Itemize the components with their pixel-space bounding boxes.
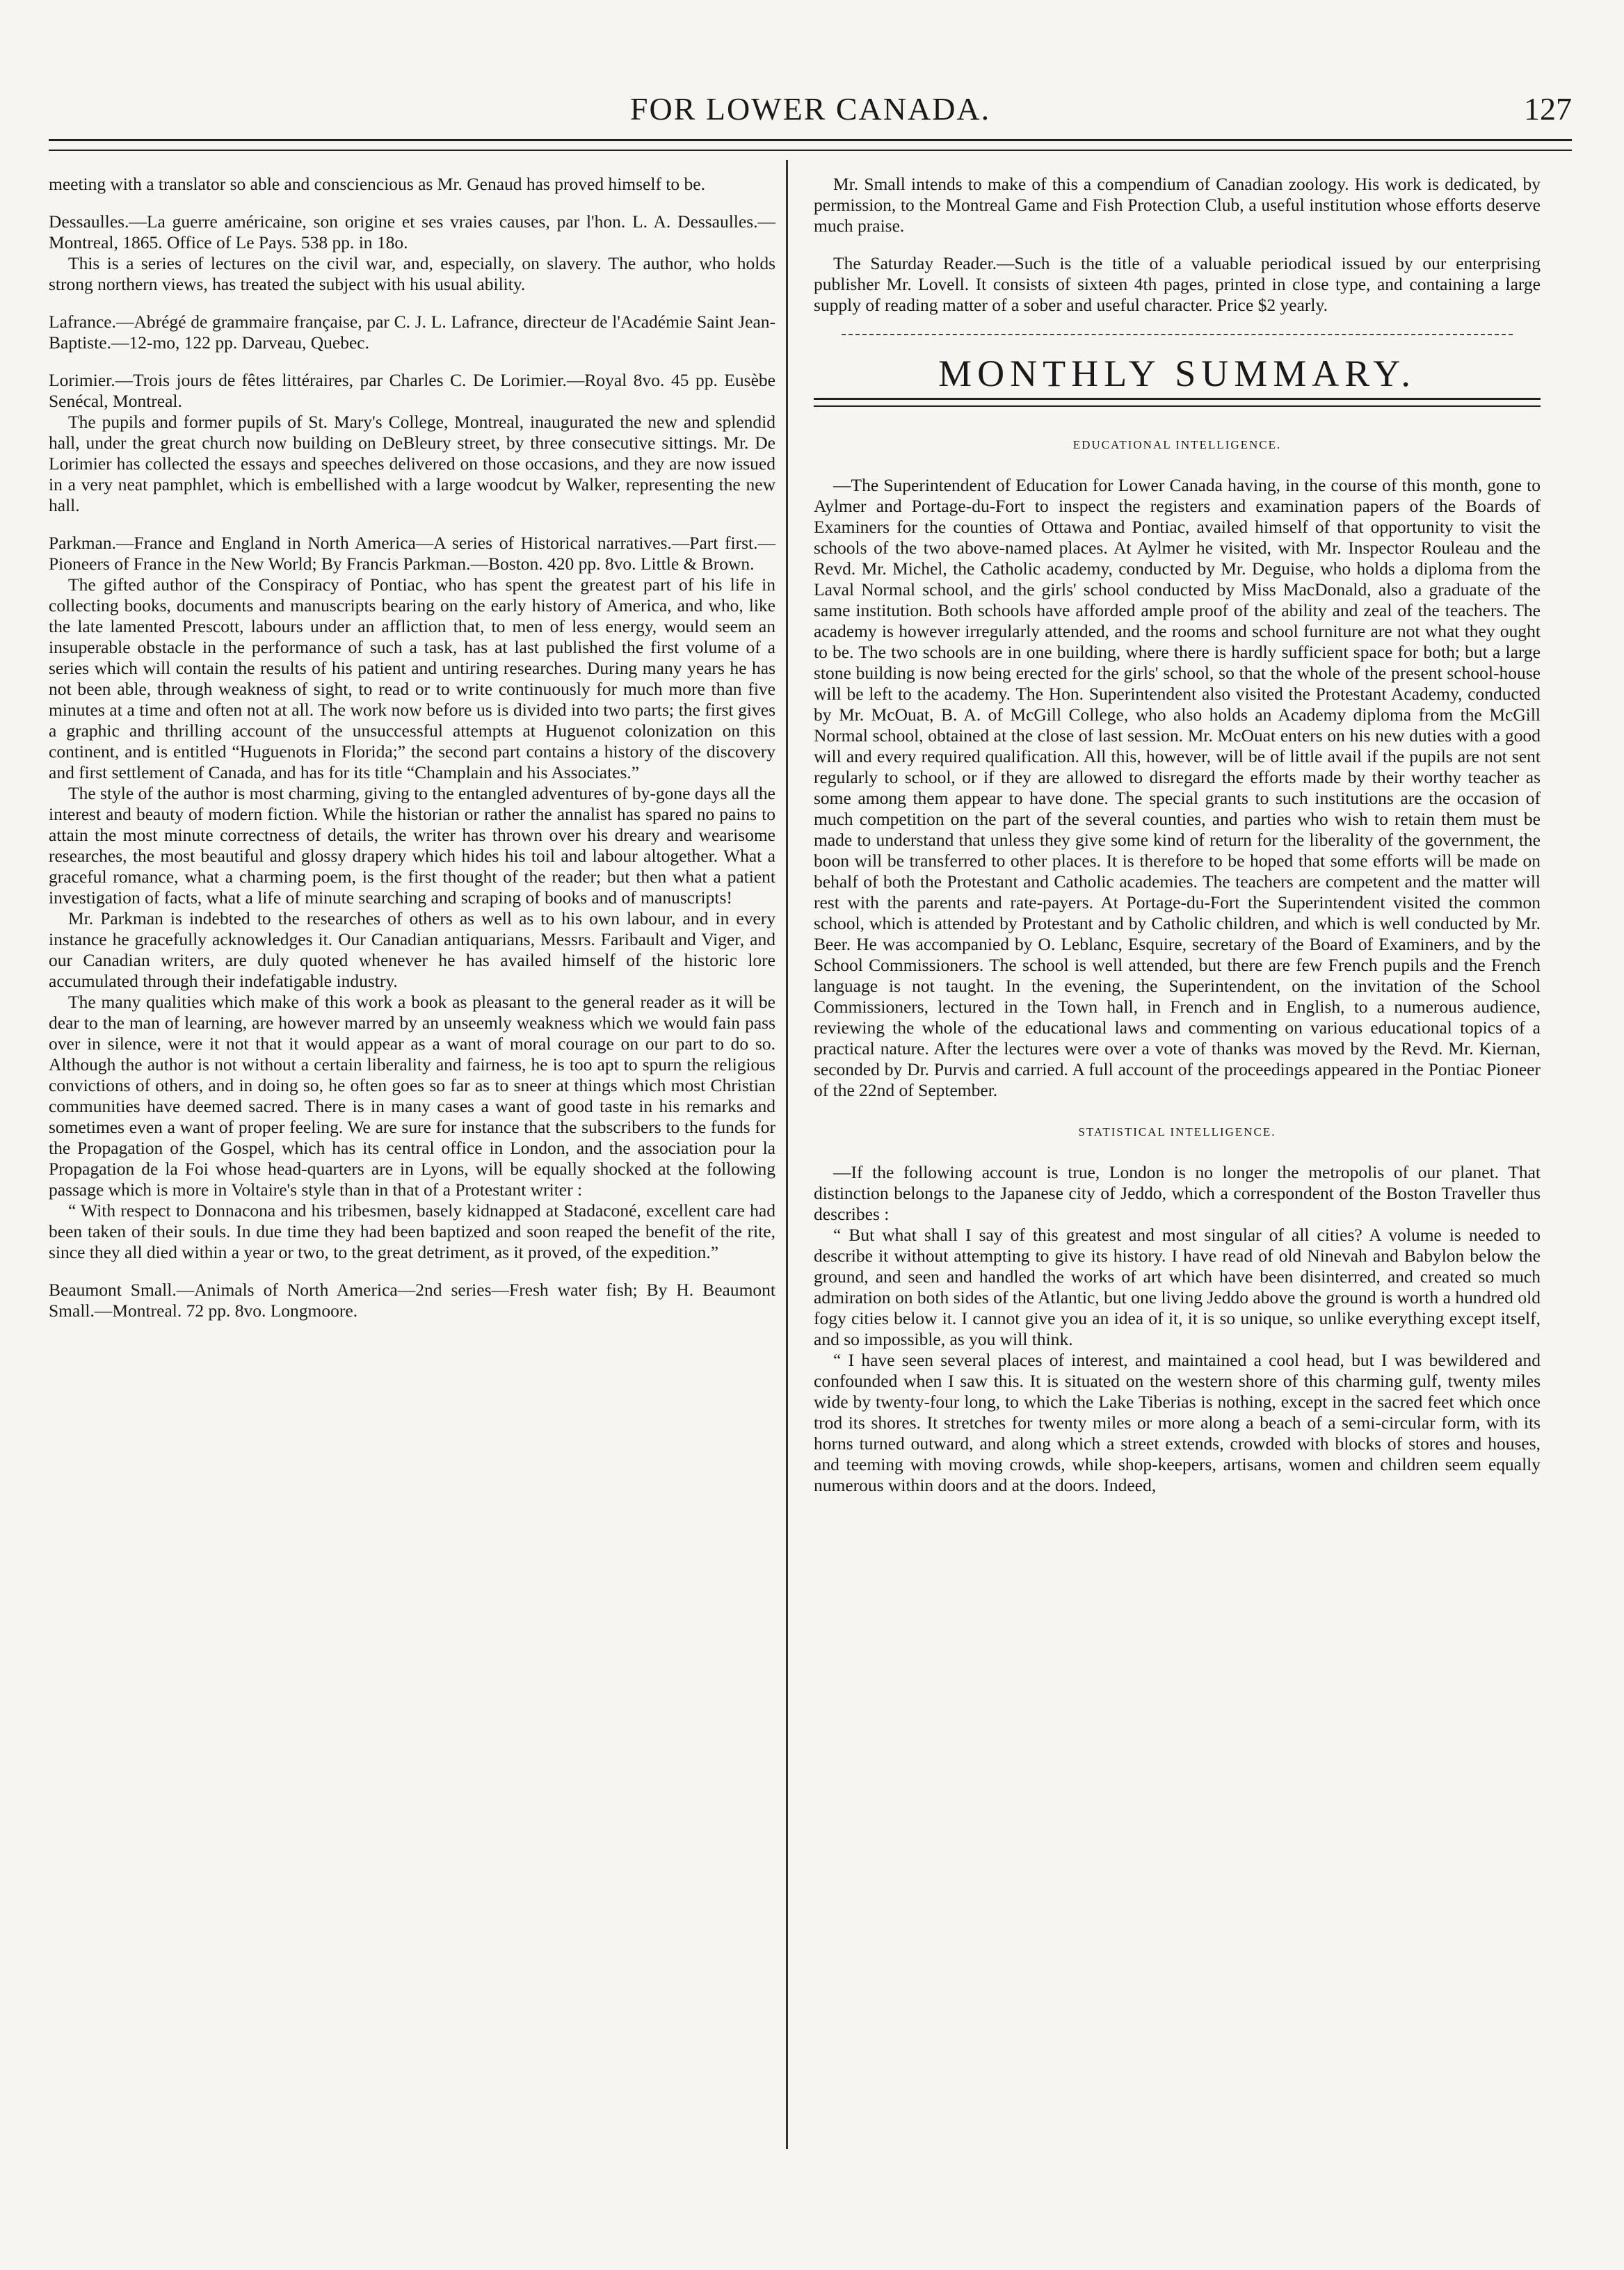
page-header	[49, 82, 1572, 138]
paragraph: The pupils and former pupils of St. Mary's College, Montreal, inaugurated the new and splendid hall, under the great church now building on DeBleury street, by three consecutive sittings. Mr. De Lorimier has collected the essays and speeches delivered on those occasions, and they are now issued in a very neat pamphlet, which is embellished with a large woodcut by Walker, representing the new hall.	[49, 412, 775, 515]
quotation: “ With respect to Donnacona and his tribesmen, basely kidnapped at Stadaconé, excellent care had been taken of their souls. In due time they had been baptized and soon reaped the benefit of the rite, since they all died within a year or two, to the great detriment, as it proved, of the expedition.”	[49, 1200, 775, 1262]
section-title-rule	[814, 398, 1541, 407]
review-entry-lafrance: Lafrance.—Abrégé de grammaire française, par C. J. L. Lafrance, directeur de l'Académie Saint Jean-Baptiste.—12-mo, 122 pp. Darveau, Quebec.	[49, 312, 775, 353]
paragraph: Mr. Small intends to make of this a compendium of Canadian zoology. His work is dedicated, by permission, to the Montreal Game and Fish Protection Club, a useful institution whose efforts deserve much praise.	[814, 174, 1541, 236]
review-entry-saturday-reader: The Saturday Reader.—Such is the title of a valuable periodical issued by our enterprising publisher Mr. Lovell. It consists of sixteen 4th pages, printed in close type, and containing a large supply of reading matter of a sober and useful character. Price $2 yearly.	[814, 253, 1541, 315]
decorative-rule	[842, 334, 1513, 339]
header-rule	[49, 139, 1572, 151]
review-entry-parkman: Parkman.—France and England in North America—A series of Historical narratives.—Part first.—Pioneers of France in the New World; By Francis Parkman.—Boston. 420 pp. 8vo. Little & Brown.	[49, 533, 775, 574]
subheading-educational: EDUCATIONAL INTELLIGENCE.	[1072, 438, 1282, 451]
page-number: 127	[1524, 91, 1572, 127]
quotation: “ But what shall I say of this greatest and most singular of all cities? A volume is needed to describe it without attempting to give its history. I have read of old Ninevah and Babylon below the ground, and seen and handled the works of art which have been disinterred, and created so much admiration on both sides of the Atlantic, but one living Jeddo above the ground is worth a hundred old fogy cities below it. I cannot give you an idea of it, it is so unique, so unlike everything except itself, and so impossible, as you will think.	[814, 1225, 1541, 1349]
paragraph: Mr. Parkman is indebted to the researches of others as well as to his own labour, and in every instance he gracefully acknowledges it. Our Canadian antiquarians, Messrs. Faribault and Viger, and our Canadian writers, are duly quoted whenever he has availed himself of the historic lore accumulated through their indefatigable industry.	[49, 908, 775, 991]
subheading-statistical: STATISTICAL INTELLIGENCE.	[1078, 1125, 1276, 1138]
review-entry-dessaulles: Dessaulles.—La guerre américaine, son origine et ses vraies causes, par l'hon. L. A. Dessaulles.—Montreal, 1865. Office of Le Pays. 538 pp. in 18o.	[49, 211, 775, 252]
section-title: MONTHLY SUMMARY.	[938, 353, 1416, 394]
paragraph: —If the following account is true, London is no longer the metropolis of our planet. That distinction belongs to the Japanese city of Jeddo, which a correspondent of the Boston Traveller thus describes :	[814, 1162, 1541, 1224]
running-head: FOR LOWER CANADA.	[629, 91, 991, 127]
paragraph: This is a series of lectures on the civil war, and, especially, on slavery. The author, who holds strong northern views, has treated the subject with his usual ability.	[49, 253, 775, 294]
right-column	[814, 174, 1541, 1496]
review-entry-lorimier: Lorimier.—Trois jours de fêtes littéraires, par Charles C. De Lorimier.—Royal 8vo. 45 pp. Eusèbe Senécal, Montreal.	[49, 370, 775, 411]
left-column	[49, 174, 775, 1321]
column-divider	[786, 160, 788, 2149]
paragraph: —The Superintendent of Education for Lower Canada having, in the course of this month, gone to Aylmer and Portage-du-Fort to inspect the registers and examination papers of the Boards of Examiners for the counties of Ottawa and Pontiac, availed himself of that opportunity to visit the schools of the two above-named places. At Aylmer he visited, with Mr. Inspector Rouleau and the Revd. Mr. Michel, the Catholic academy, conducted by Mr. Deguise, who holds a diploma from the Laval Normal school, and the girls' school conducted by Miss MacDonald, also a graduate of the same institution. Both schools have afforded ample proof of the ability and zeal of the teachers. The academy is however irregularly attended, and the rooms and school furniture are not what they ought to be. The two schools are in one building, where there is hardly sufficient space for both; but a large stone building is now being erected for the girls' school, so that the whole of the present school-house will be left to the academy. The Hon. Superintendent also visited the Protestant Academy, conducted by Mr. McOuat, B. A. of McGill College, who also holds an Academy diploma from the McGill Normal school, obtained at the close of last session. Mr. McOuat enters on his new duties with a good will and every required qualification. All this, however, will be of little avail if the pupils are not sent regularly to school, or if they are allowed to disregard the efforts made by their worthy teacher as some among them appear to have done. The special grants to such institutions are the occasion of much competition on the part of the several counties, and parties who wish to retain them must be made to understand that unless they give some kind of return for the liberality of the government, the boon will be transferred to other places. It is therefore to be hoped that some efforts will be made on behalf of both the Protestant and Catholic academies. The teachers are competent and the matter will rest with the parents and rate-payers. At Portage-du-Fort the Superintendent visited the common school, which is attended by Protestant and by Catholic children, and which is well conducted by Mr. Beer. He was accompanied by O. Leblanc, Esquire, secretary of the Board of Examiners, and by the School Commissioners. The school is well attended, but there are few French pupils and the French language is not taught. In the evening, the Superintendent, on the invitation of the School Commissioners, lectured in the Town hall, in French and in English, to a numerous audience, reviewing the whole of the educational laws and commenting on various educational topics of a practical nature. After the lectures were over a vote of thanks was moved by the Revd. Mr. Kiernan, seconded by Dr. Purvis and carried. A full account of the proceedings appeared in the Pontiac Pioneer of the 22nd of September.	[814, 475, 1541, 1100]
paragraph: The style of the author is most charming, giving to the entangled adventures of by-gone days all the interest and beauty of modern fiction. While the historian or rather the annalist has spared no pains to attain the most minute correctness of details, the writer has thrown over his dreary and wearisome researches, the most beautiful and glossy drapery which hides his toil and labour altogether. What a graceful romance, what a charming poem, is the first thought of the reader; but then what a patient investigation of facts, what a life of minute searching and scraping of books and of manuscripts!	[49, 783, 775, 908]
paragraph: The gifted author of the Conspiracy of Pontiac, who has spent the greatest part of his life in collecting books, documents and manuscripts bearing on the early history of America, and who, like the late lamented Prescott, labours under an affliction that, to men of less energy, would seem an insuperable obstacle in the performance of such a task, has at last published the first volume of a series which will contain the results of his patient and untiring researches. During many years he has not been able, through weakness of sight, to read or to write continuously for much more than five minutes at a time and often not at all. The work now before us is divided into two parts; the first gives a graphic and thrilling account of the unsuccessful attempts at Huguenot colonization on this continent, and is entitled “Huguenots in Florida;” the second part contains a history of the discovery and first settlement of Canada, and has for its title “Champlain and his Associates.”	[49, 574, 775, 782]
paragraph: The many qualities which make of this work a book as pleasant to the general reader as it will be dear to the man of learning, are however marred by an unseemly weakness which we would fain pass over in silence, were it not that it would appear as a want of moral courage on our part to do so. Although the author is not without a certain liberality and fairness, he is too apt to spurn the religious convictions of others, and in doing so, he often goes so far as to sneer at things which most Christian communities have deemed sacred. There is in many cases a want of good taste in his remarks and sometimes even a want of proper feeling. We are sure for instance that the subscribers to the funds for the Propagation of the Gospel, which has its central office in London, and the association pour la Propagation de la Foi whose head-quarters are in Lyons, will be equally shocked at the following passage which is more in Voltaire's style than in that of a Protestant writer :	[49, 992, 775, 1200]
quotation: “ I have seen several places of interest, and maintained a cool head, but I was bewildered and confounded when I saw this. It is situated on the western shore of this charming gulf, twenty miles wide by twenty-four long, to which the Lake Tiberias is nothing, except in the sacred feet which once trod its shores. It stretches for twenty miles or more along a beach of a semi-circular form, with its horns turned outward, and along which a street extends, crowded with blocks of stores and houses, and teeming with moving crowds, while shop-keepers, artisans, women and children seem equally numerous within doors and at the doors. Indeed,	[814, 1350, 1541, 1495]
paragraph: meeting with a translator so able and consciencious as Mr. Genaud has proved himself to be.	[49, 174, 705, 194]
review-entry-beaumont-small: Beaumont Small.—Animals of North America—2nd series—Fresh water fish; By H. Beaumont Small.—Montreal. 72 pp. 8vo. Longmoore.	[49, 1280, 775, 1321]
